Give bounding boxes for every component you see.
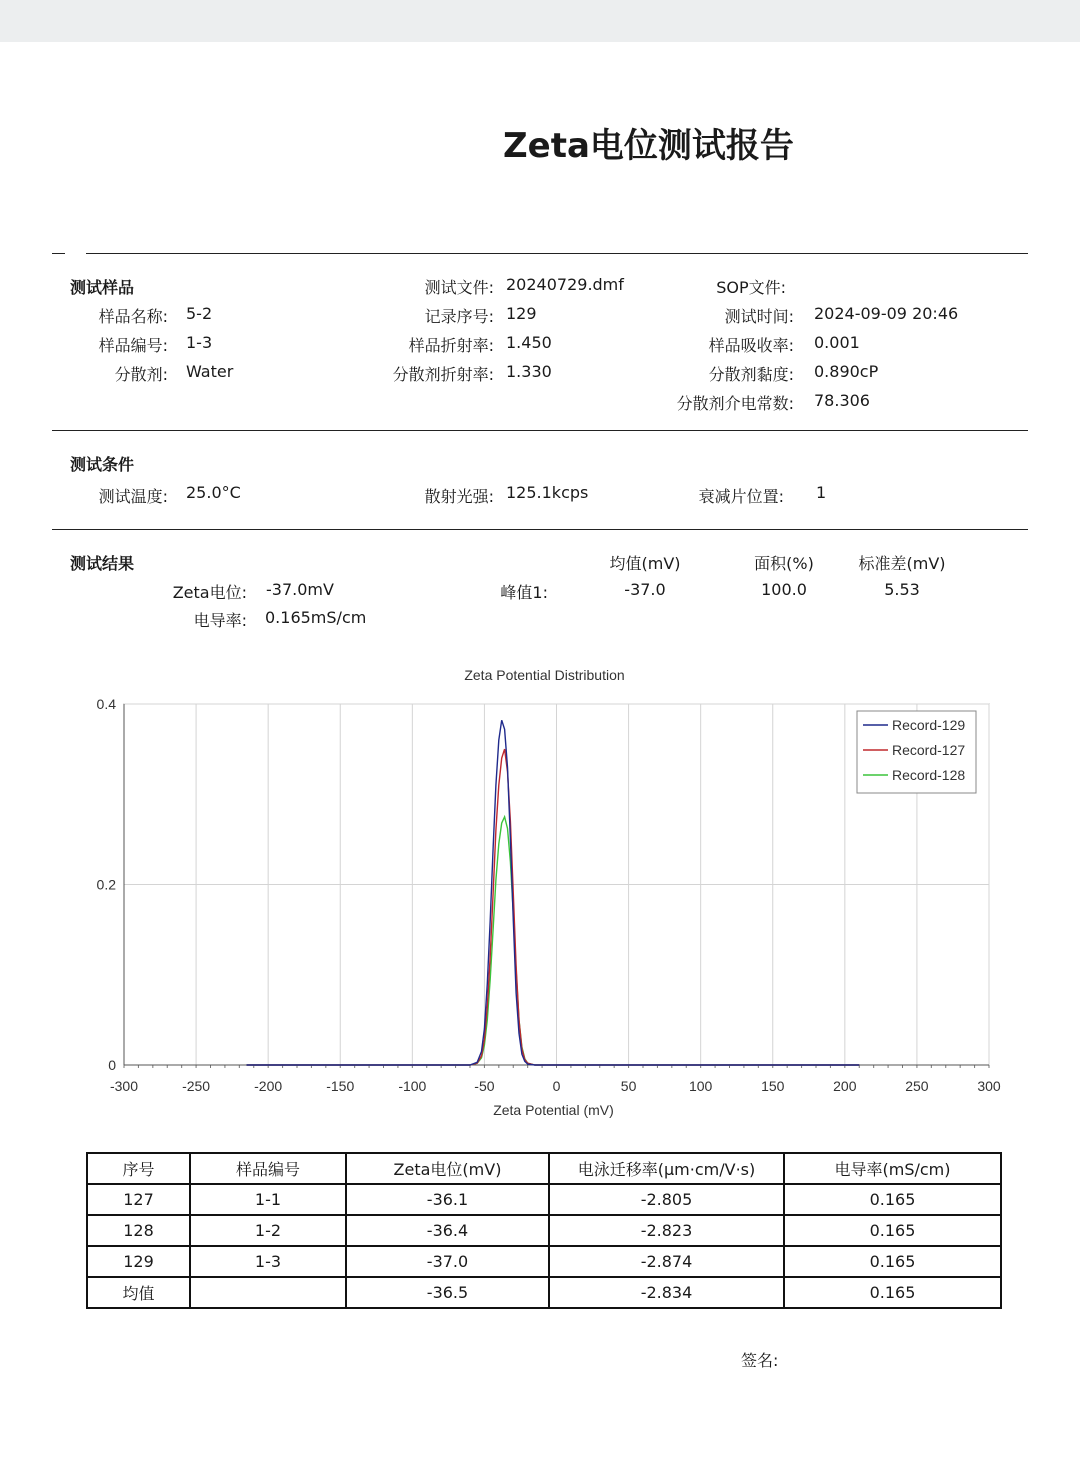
y-tick-label: 0.2: [96, 876, 116, 893]
table-cell: 0.165: [784, 1277, 1001, 1308]
table-cell: -2.823: [549, 1215, 784, 1246]
sop-file-label: SOP文件:: [716, 278, 786, 297]
y-tick-label: 0.4: [96, 696, 116, 712]
temperature-value: 25.0°C: [186, 483, 241, 502]
dispersant-ri-label: 分散剂折射率:: [392, 365, 494, 384]
absorption-value: 0.001: [814, 333, 860, 352]
table-cell: 129: [87, 1246, 190, 1277]
table-cell: -2.805: [549, 1184, 784, 1215]
viscosity-value: 0.890cP: [814, 362, 879, 381]
results-table: [86, 1152, 1002, 1309]
table-cell: 127: [87, 1184, 190, 1215]
x-tick-label: -300: [109, 1078, 139, 1094]
table-cell: 128: [87, 1215, 190, 1246]
table-row: [87, 1215, 1001, 1246]
sample-name-value: 5-2: [186, 304, 213, 323]
table-cell: 均值: [87, 1277, 190, 1308]
table-cell: 0.165: [784, 1184, 1001, 1215]
report-title: Zeta电位测试报告: [503, 126, 794, 166]
sample-ri-label: 样品折射率:: [408, 336, 494, 355]
table-header: 电导率(mS/cm): [784, 1153, 1001, 1184]
x-tick-label: 300: [977, 1078, 1001, 1094]
zeta-label: Zeta电位:: [172, 583, 247, 602]
sample-id-label: 样品编号:: [98, 336, 168, 355]
conductivity-label: 电导率:: [193, 611, 247, 630]
top-bar: [0, 0, 1080, 42]
table-cell: -2.874: [549, 1246, 784, 1277]
peak1-area: 100.0: [761, 580, 807, 599]
col-area-header: 面积(%): [754, 554, 814, 573]
record-label: 记录序号:: [424, 307, 494, 326]
record-value: 129: [506, 304, 537, 323]
x-axis-label: Zeta Potential (mV): [493, 1102, 614, 1118]
test-time-value: 2024-09-09 20:46: [814, 304, 959, 323]
divider-short: [52, 253, 65, 254]
table-row: [87, 1184, 1001, 1215]
attenuator-label: 衰减片位置:: [698, 487, 784, 506]
x-tick-label: -100: [398, 1078, 427, 1094]
zeta-value: -37.0mV: [266, 580, 334, 599]
x-tick-label: 50: [620, 1078, 637, 1094]
attenuator-value: 1: [816, 483, 827, 502]
legend-label: Record-129: [892, 717, 966, 733]
table-row: [87, 1277, 1001, 1308]
dispersant-label: 分散剂:: [114, 365, 168, 384]
temperature-label: 测试温度:: [98, 487, 168, 506]
y-tick-label: 0: [108, 1057, 116, 1073]
x-tick-label: 150: [761, 1078, 785, 1094]
sample-id-value: 1-3: [186, 333, 213, 352]
conductivity-value: 0.165mS/cm: [265, 608, 367, 627]
table-cell: [190, 1277, 346, 1308]
zeta-distribution-chart: [60, 655, 1020, 1125]
table-header: 样品编号: [190, 1153, 346, 1184]
divider-conditions: [52, 430, 1028, 431]
x-tick-label: -250: [182, 1078, 211, 1094]
dielectric-label: 分散剂介电常数:: [676, 394, 794, 413]
viscosity-label: 分散剂黏度:: [708, 365, 794, 384]
table-header: 序号: [87, 1153, 190, 1184]
x-tick-label: 100: [688, 1078, 713, 1094]
section-conditions-heading: 测试条件: [70, 455, 135, 474]
dispersant-value: Water: [186, 362, 234, 381]
legend-label: Record-128: [892, 767, 966, 783]
signature-label: 签名:: [741, 1351, 779, 1370]
sample-name-label: 样品名称:: [98, 307, 168, 326]
peak1-std: 5.53: [884, 580, 920, 599]
test-file-value: 20240729.dmf: [506, 275, 624, 294]
table-cell: 1-3: [190, 1246, 346, 1277]
table-cell: -36.4: [346, 1215, 549, 1246]
x-tick-label: 0: [552, 1078, 561, 1094]
peak1-label: 峰值1:: [500, 583, 548, 602]
table-row: [87, 1246, 1001, 1277]
table-cell: 0.165: [784, 1246, 1001, 1277]
table-header: 电泳迁移率(μm·cm/V·s): [549, 1153, 784, 1184]
test-file-label: 测试文件:: [424, 278, 494, 297]
table-cell: -36.1: [346, 1184, 549, 1215]
section-sample-heading: 测试样品: [70, 278, 135, 297]
table-cell: -36.5: [346, 1277, 549, 1308]
test-time-label: 测试时间:: [724, 307, 794, 326]
section-results-heading: 测试结果: [70, 554, 135, 573]
divider-results: [52, 529, 1028, 530]
chart-title: Zeta Potential Distribution: [464, 667, 625, 683]
table-header: Zeta电位(mV): [346, 1153, 549, 1184]
x-tick-label: -150: [326, 1078, 355, 1094]
x-tick-label: -50: [474, 1078, 495, 1094]
x-tick-label: -200: [254, 1078, 283, 1094]
dispersant-ri-value: 1.330: [506, 362, 552, 381]
legend-label: Record-127: [892, 742, 966, 758]
sample-ri-value: 1.450: [506, 333, 552, 352]
col-std-header: 标准差(mV): [858, 554, 946, 573]
x-tick-label: 250: [905, 1078, 929, 1094]
x-tick-label: 200: [833, 1078, 857, 1094]
absorption-label: 样品吸收率:: [708, 336, 794, 355]
table-header-row: [87, 1153, 1001, 1184]
table-cell: -37.0: [346, 1246, 549, 1277]
col-mean-header: 均值(mV): [609, 554, 681, 573]
table-cell: 1-1: [190, 1184, 346, 1215]
scatter-intensity-value: 125.1kcps: [506, 483, 589, 502]
table-cell: 1-2: [190, 1215, 346, 1246]
table-cell: 0.165: [784, 1215, 1001, 1246]
dielectric-value: 78.306: [814, 391, 870, 410]
scatter-intensity-label: 散射光强:: [424, 487, 494, 506]
divider-top: [86, 253, 1028, 254]
table-cell: -2.834: [549, 1277, 784, 1308]
peak1-mean: -37.0: [624, 580, 666, 599]
